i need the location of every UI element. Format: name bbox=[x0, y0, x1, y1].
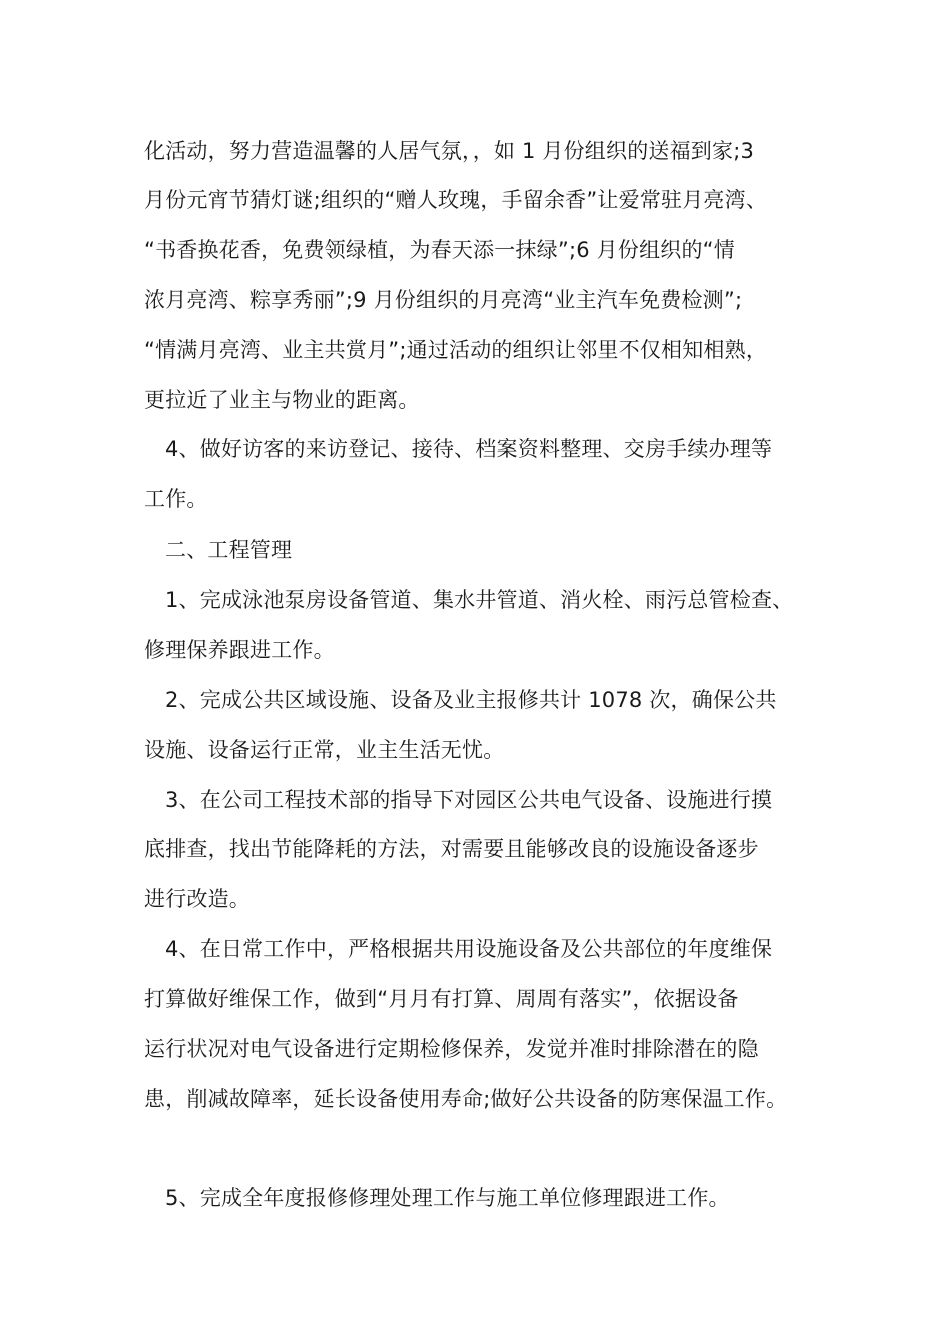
list-item-line: 4、做好访客的来访登记、接待、档案资料整理、交房手续办理等 bbox=[165, 437, 773, 461]
paragraph-line: 更拉近了业主与物业的距离。 bbox=[144, 388, 420, 412]
list-item-line: 1、完成泳池泵房设备管道、集水井管道、消火栓、雨污总管检查、 bbox=[165, 588, 794, 612]
paragraph-line: 月份元宵节猜灯谜;组织的“赠人玫瑰，手留余香”让爱常驻月亮湾、 bbox=[144, 188, 768, 212]
paragraph-line: “情满月亮湾、业主共赏月”;通过活动的组织让邻里不仅相知相熟， bbox=[144, 338, 768, 362]
paragraph-line: 浓月亮湾、粽享秀丽”;9 月份组织的月亮湾“业主汽车免费检测”; bbox=[144, 288, 743, 312]
paragraph-line: 化活动，努力营造温馨的人居气氛，，如 1 月份组织的送福到家;3 bbox=[144, 139, 755, 163]
paragraph-line: “书香换花香，免费领绿植，为春天添一抹绿”;6 月份组织的“情 bbox=[144, 238, 735, 262]
list-item-line: 5、完成全年度报修修理处理工作与施工单位修理跟进工作。 bbox=[165, 1186, 730, 1210]
paragraph-line: 打算做好维保工作，做到“月月有打算、周周有落实”，依据设备 bbox=[144, 987, 739, 1011]
section-heading: 二、工程管理 bbox=[165, 538, 293, 562]
paragraph-line: 设施、设备运行正常，业主生活无忧。 bbox=[144, 738, 505, 762]
list-item-line: 3、在公司工程技术部的指导下对园区公共电气设备、设施进行摸 bbox=[165, 788, 773, 812]
list-item-line: 4、在日常工作中，严格根据共用设施设备及公共部位的年度维保 bbox=[165, 937, 773, 961]
paragraph-line: 修理保养跟进工作。 bbox=[144, 638, 335, 662]
paragraph-line: 患，削减故障率，延长设备使用寿命;做好公共设备的防寒保温工作。 bbox=[144, 1087, 788, 1111]
list-item-line: 2、完成公共区域设施、设备及业主报修共计 1078 次，确保公共 bbox=[165, 688, 777, 712]
paragraph-line: 工作。 bbox=[144, 487, 208, 511]
paragraph-line: 底排查，找出节能降耗的方法，对需要且能够改良的设施设备逐步 bbox=[144, 837, 759, 861]
paragraph-line: 运行状况对电气设备进行定期检修保养，发觉并准时排除潜在的隐 bbox=[144, 1037, 759, 1061]
paragraph-line: 进行改造。 bbox=[144, 887, 250, 911]
